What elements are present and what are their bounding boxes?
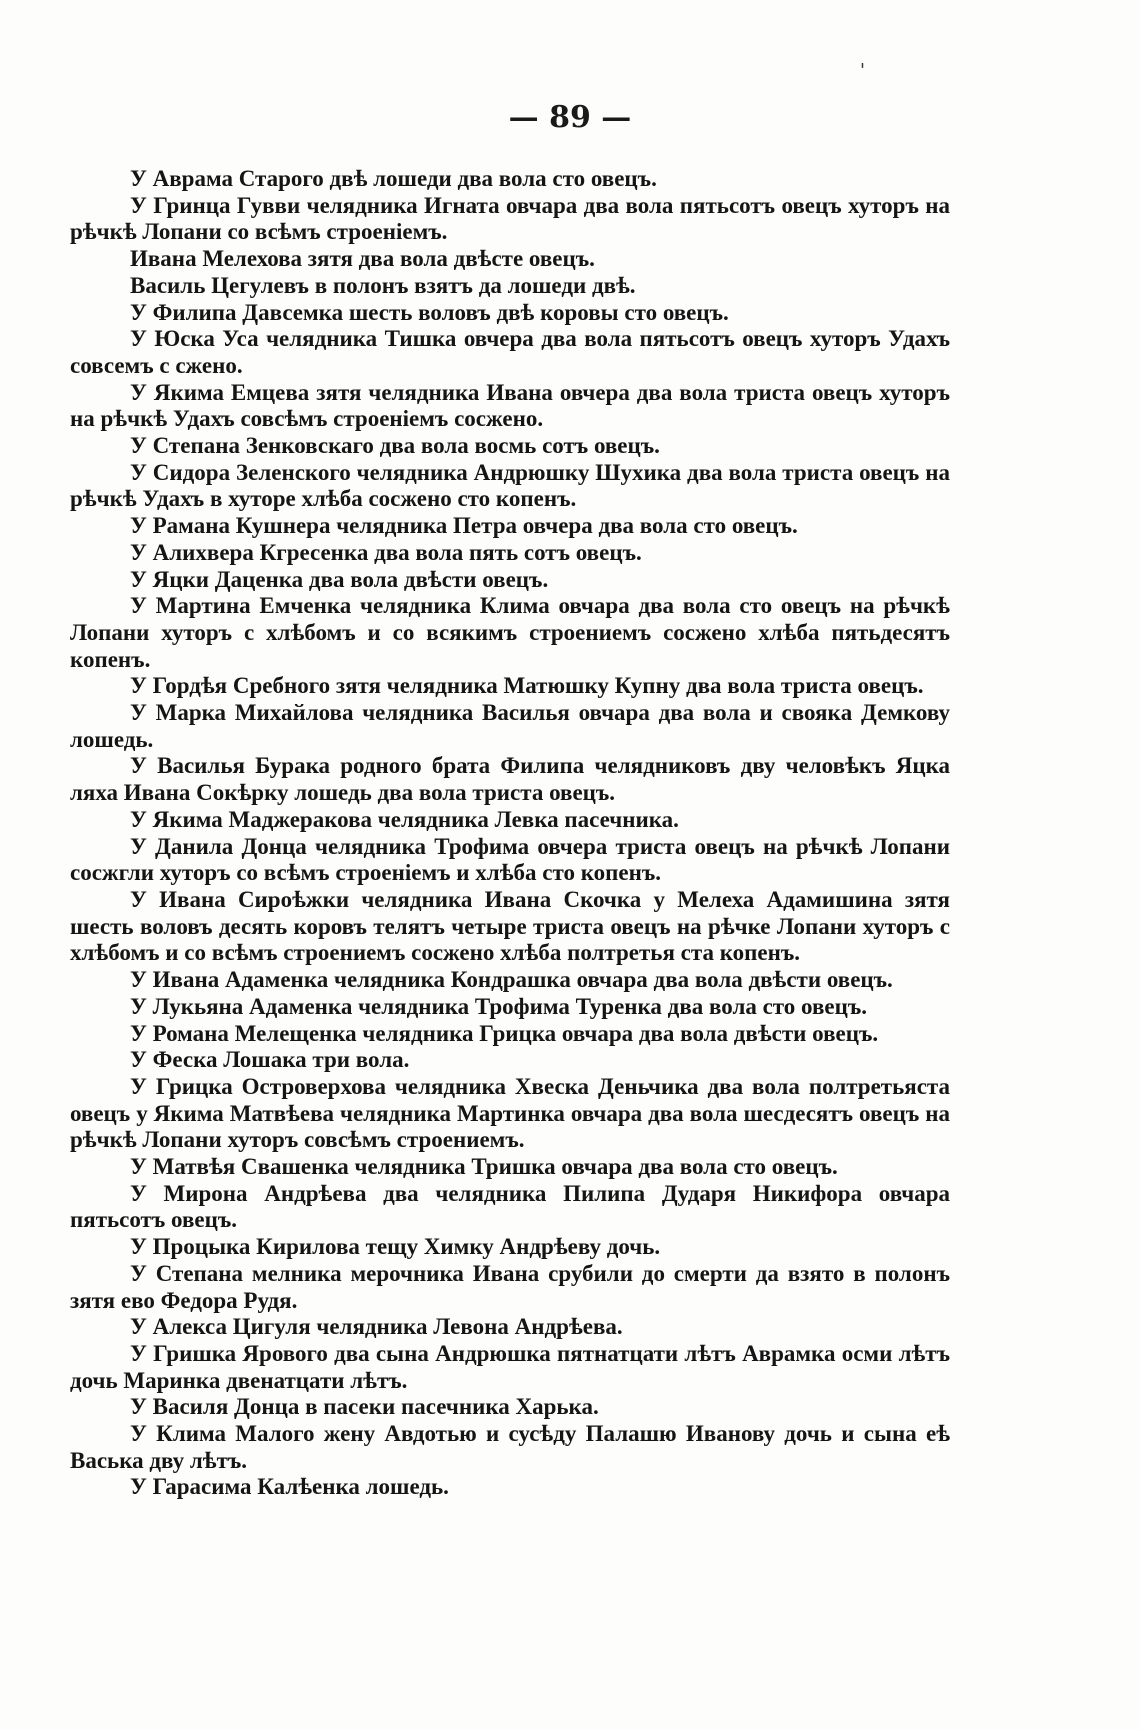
entry-paragraph: У Степана Зенковскаго два вола восмь сотъ овецъ.: [130, 433, 660, 459]
entry-paragraph: У Ивана Адаменка челядника Кондрашка овчара два вола двѣсти овецъ.: [130, 967, 893, 993]
entry-paragraph: У Грицка Островерхова челядника Хвеска Деньчика два вола полтретьяста овецъ у Якима Матвѣева челядника Мартинка овчара два вола шесдесятъ овецъ на рѣчкѣ Лопани хуторъ совсѣмъ строениемъ.: [70, 1073, 950, 1153]
entry-paragraph: У Сидора Зеленского челядника Андрюшку Шухика два вола триста овецъ на рѣчкѣ Удахъ в хуторе хлѣба сосжено сто копенъ.: [70, 459, 950, 512]
print-speck: ': [860, 60, 865, 81]
entry-paragraph: У Марка Михайлова челядника Василья овчара два вола и своякa Демкову лошедь.: [70, 700, 950, 752]
entry-paragraph: У Клима Малого жену Авдотью и сусѣду Палашю Иванову дочь и сына еѣ Васька дву лѣтъ.: [70, 1421, 950, 1473]
entry-paragraph: У Процыка Кирилова тещу Химку Андрѣеву дочь.: [130, 1234, 661, 1260]
entry-paragraph: У Гарасима Калѣенка лошедь.: [130, 1474, 449, 1500]
page-number: — 89 —: [508, 100, 632, 135]
entry-paragraph: У Мирона Андрѣева два челядника Пилипа Дударя Никифора овчара пятьсотъ овецъ.: [70, 1180, 950, 1233]
entry-paragraph: У Алихвера Кгресенка два вола пять сотъ овецъ.: [130, 539, 642, 565]
entry-paragraph: У Гринца Гувви челядника Игната овчара два вола пятьсотъ овецъ хуторъ на рѣчкѣ Лопани со всѣмъ строеніемъ.: [70, 192, 950, 245]
entry-paragraph: У Василя Донца в пасеки пасечника Харька.: [130, 1394, 599, 1420]
entry-paragraph: Василь Цегулевъ в полонъ взятъ да лошеди двѣ.: [130, 272, 636, 298]
entry-paragraph: У Филипа Давсемка шесть воловъ двѣ коровы сто овецъ.: [130, 299, 729, 325]
entry-paragraph: У Степана мелника мерочника Ивана срубили до смерти да взято в полонъ зятя ево Федора Рудя.: [70, 1260, 950, 1313]
entry-paragraph: У Яцки Даценка два вола двѣсти овецъ.: [130, 566, 549, 592]
entry-paragraph: У Василья Бурака родного брата Филипа челядниковъ дву человѣкъ Яцка ляха Ивана Сокѣрку лошедь два вола триста овецъ.: [70, 753, 950, 806]
entry-paragraph: У Матвѣя Свашенка челядника Тришка овчара два вола сто овецъ.: [130, 1154, 838, 1180]
entry-paragraph: У Юска Уса челядника Тишка овчера два вола пятьсотъ овецъ хуторъ Удахъ совсемъ с сжено.: [70, 326, 950, 378]
entry-paragraph: Ивана Мелехова зятя два вола двѣсте овецъ.: [130, 246, 595, 272]
entry-paragraph: У Гришка Ярового два сына Андрюшка пятнатцати лѣтъ Аврамка осми лѣтъ дочь Маринка двенатцати лѣтъ.: [70, 1340, 950, 1393]
entry-paragraph: У Романа Мелещенка челядника Грицка овчара два вола двѣсти овецъ.: [130, 1020, 879, 1046]
entry-paragraph: У Лукьяна Адаменка челядника Трофима Туренка два вола сто овецъ.: [130, 993, 868, 1019]
entry-paragraph: У Рамана Кушнера челядника Петра овчера два вола сто овецъ.: [130, 513, 798, 539]
entry-paragraph: У Гордѣя Сребного зятя челядника Матюшку Купну два вола триста овецъ.: [130, 673, 924, 699]
document-body: [70, 166, 950, 1501]
entry-paragraph: У Феска Лошака три вола.: [130, 1047, 410, 1073]
entry-paragraph: У Мартина Емченка челядника Клима овчара два вола сто овецъ на рѣчкѣ Лопани хуторъ с хлѣбомъ и со всякимъ строениемъ сосжено хлѣба пятьдесятъ копенъ.: [70, 593, 950, 672]
entry-paragraph: У Якима Емцева зятя челядника Ивана овчера два вола триста овецъ хуторъ на рѣчкѣ Удахъ совсѣмъ строеніемъ сосжено.: [70, 379, 950, 432]
entry-paragraph: У Данила Донца челядника Трофима овчера триста овецъ на рѣчкѣ Лопани сосжгли хуторъ со всѣмъ строеніемъ и хлѣба сто копенъ.: [70, 833, 950, 886]
entry-paragraph: У Алекса Цигуля челядника Левона Андрѣева.: [130, 1314, 623, 1340]
entry-paragraph: У Ивана Сироѣжки челядника Ивана Скочка у Мелеха Адамишина зятя шесть воловъ десять коровъ телятъ четыре триста овецъ на рѣчке Лопани хуторъ с хлѣбомъ и со всѣмъ строениемъ сосжено хлѣба полтретья ста копенъ.: [70, 886, 950, 966]
entry-paragraph: У Якима Маджеракова челядника Левка пасечника.: [130, 806, 679, 832]
entry-paragraph: У Аврама Старого двѣ лошеди два вола сто овецъ.: [130, 166, 657, 191]
